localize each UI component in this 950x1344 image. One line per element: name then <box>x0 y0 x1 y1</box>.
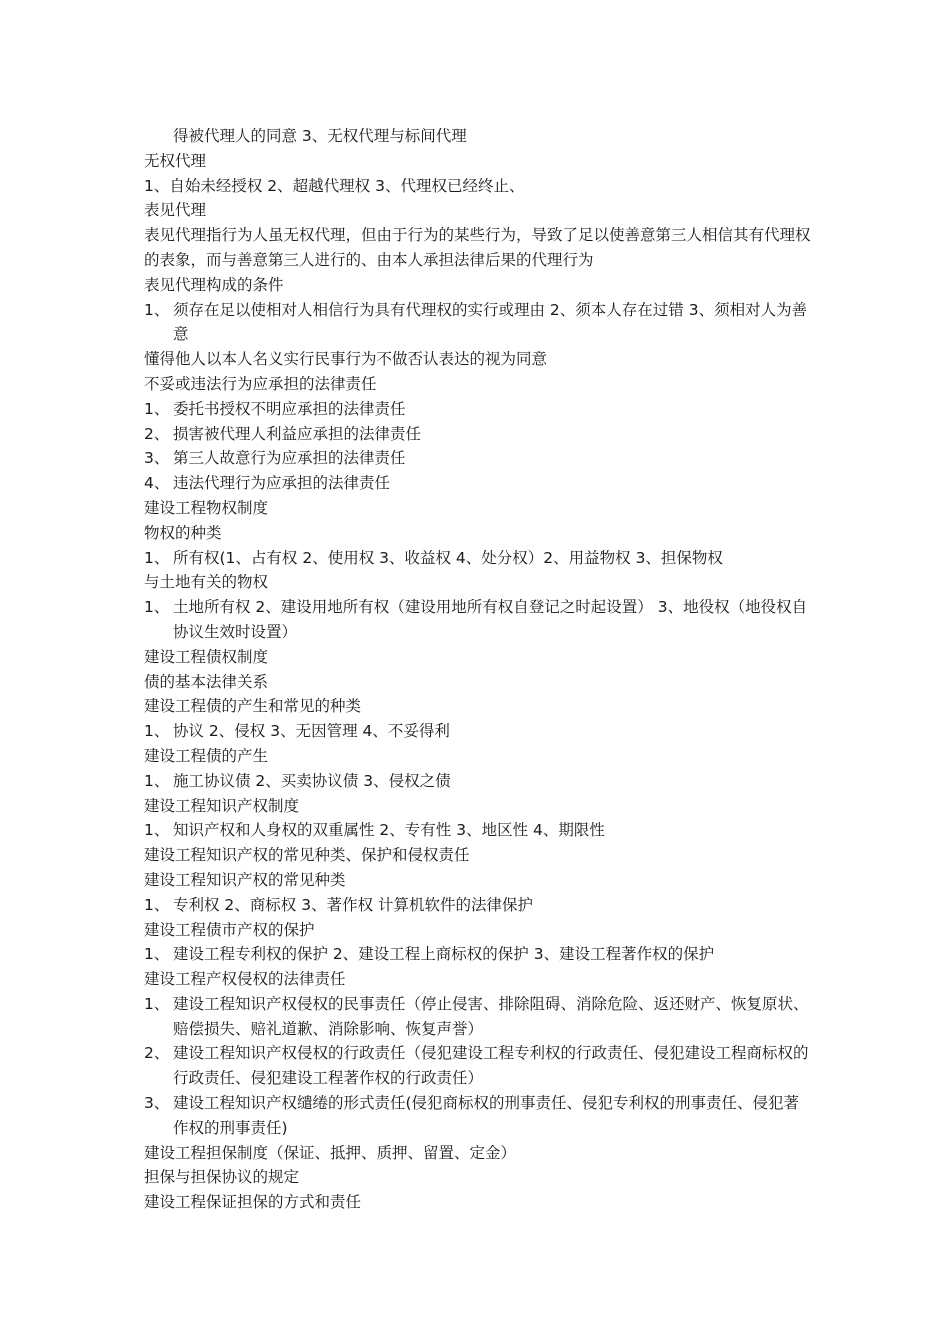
list-item-number: 3、 <box>144 1094 170 1113</box>
text-line: 建设工程物权制度 <box>144 498 269 517</box>
list-item-text: 须存在足以使相对人相信行为具有代理权的实行或理由 2、须本人存在过错 3、须相对人为善意 <box>173 300 808 344</box>
text-line: 建设工程知识产权的常见种类 <box>144 870 346 889</box>
continued-text-line: 得被代理人的同意 3、无权代理与标间代理 <box>173 127 467 145</box>
text-line: 物权的种类 <box>144 523 222 542</box>
list-item-number: 4、 <box>144 474 170 493</box>
list-item-number: 2、 <box>144 1044 170 1063</box>
list-item-number: 1、 <box>144 994 170 1013</box>
text-line: 表见代理 <box>144 201 207 220</box>
numbered-list-item <box>144 446 814 471</box>
text-line: 建设工程担保制度（保证、抵押、质押、留置、定金） <box>144 1143 517 1162</box>
text-line: 建设工程知识产权制度 <box>144 796 300 815</box>
list-item-text: 建设工程知识产权侵权的民事责任（停止侵害、排除阻碍、消除危险、返还财产、恢复原状、赔偿损失、赔礼道歉、消除影响、恢复声誉） <box>173 994 809 1038</box>
numbered-list-item <box>144 893 814 918</box>
text-line: 建设工程产权侵权的法律责任 <box>144 970 346 989</box>
list-item-text: 建设工程知识产权侵权的行政责任（侵犯建设工程专利权的行政责任、侵犯建设工程商标权的行政责任、侵犯建设工程著作权的行政责任） <box>173 1044 809 1088</box>
list-item-text: 土地所有权 2、建设用地所有权（建设用地所有权自登记之时起设置） 3、地役权（地役权自协议生效时设置） <box>173 598 808 641</box>
numbered-list-item <box>144 818 814 843</box>
list-item-number: 1、 <box>144 895 170 914</box>
list-item-number: 1、 <box>144 771 170 790</box>
numbered-list-item <box>144 1041 814 1091</box>
list-item-text: 所有权(1、占有权 2、使用权 3、收益权 4、处分权）2、用益物权 3、担保物权 <box>173 548 723 567</box>
text-line: 表见代理指行为人虽无权代理，但由于行为的某些行为，导致了足以使善意第三人相信其有代理权的表象，而与善意第三人进行的、由本人承担法律后果的代理行为 <box>144 226 811 269</box>
list-item-text: 建设工程专利权的保护 2、建设工程上商标权的保护 3、建设工程著作权的保护 <box>173 945 715 964</box>
list-item-number: 1、 <box>144 399 170 418</box>
list-item-number: 1、 <box>144 598 170 617</box>
numbered-list-item <box>144 471 814 496</box>
list-item-text: 协议 2、侵权 3、无因管理 4、不妥得利 <box>173 722 450 741</box>
list-item-text: 专利权 2、商标权 3、著作权 计算机软件的法律保护 <box>173 895 534 914</box>
list-item-text: 委托书授权不明应承担的法律责任 <box>173 399 406 418</box>
numbered-list-item <box>144 595 814 645</box>
list-item-number: 1、 <box>144 548 170 567</box>
text-line: 无权代理 <box>144 151 207 170</box>
numbered-list-item <box>144 1091 814 1141</box>
text-line: 不妥或违法行为应承担的法律责任 <box>144 374 377 393</box>
numbered-list-item <box>144 942 814 967</box>
list-item-text: 建设工程知识产权缱绻的形式责任(侵犯商标权的刑事责任、侵犯专利权的刑事责任、侵犯著作权的刑事责任) <box>173 1094 800 1137</box>
text-line: 建设工程债的产生和常见的种类 <box>144 697 362 716</box>
list-item-text: 第三人故意行为应承担的法律责任 <box>173 449 406 468</box>
numbered-list-item <box>144 422 814 447</box>
text-line: 担保与担保协议的规定 <box>144 1168 300 1187</box>
list-item-number: 2、 <box>144 424 170 443</box>
list-item-number: 1、 <box>144 821 170 840</box>
text-line: 建设工程债市产权的保护 <box>144 920 315 939</box>
list-item-number: 1、 <box>144 300 170 319</box>
list-item-number: 1、 <box>144 722 170 741</box>
text-line: 建设工程债的产生 <box>144 746 269 765</box>
list-item-number: 1、 <box>144 945 170 964</box>
text-line: 建设工程债权制度 <box>144 647 269 666</box>
numbered-list-item <box>144 769 814 794</box>
text-line: 建设工程知识产权的常见种类、保护和侵权责任 <box>144 846 470 865</box>
list-item-text: 违法代理行为应承担的法律责任 <box>173 474 391 493</box>
numbered-list-item <box>144 298 814 348</box>
list-item-text: 施工协议债 2、买卖协议债 3、侵权之债 <box>173 771 451 790</box>
numbered-list-item <box>144 719 814 744</box>
numbered-list-item <box>144 546 814 571</box>
list-item-text: 损害被代理人利益应承担的法律责任 <box>173 424 422 443</box>
text-line: 建设工程保证担保的方式和责任 <box>144 1193 362 1212</box>
text-line: 与土地有关的物权 <box>144 573 269 592</box>
document-page <box>144 124 814 1215</box>
numbered-list-item <box>144 397 814 422</box>
text-line: 债的基本法律关系 <box>144 672 269 691</box>
text-line: 1、自始未经授权 2、超越代理权 3、代理权已经终止、 <box>144 176 525 195</box>
list-item-number: 3、 <box>144 449 170 468</box>
text-line: 表见代理构成的条件 <box>144 275 284 294</box>
numbered-list-item <box>144 992 814 1042</box>
text-line: 懂得他人以本人名义实行民事行为不做否认表达的视为同意 <box>144 350 548 369</box>
list-item-text: 知识产权和人身权的双重属性 2、专有性 3、地区性 4、期限性 <box>173 821 605 840</box>
